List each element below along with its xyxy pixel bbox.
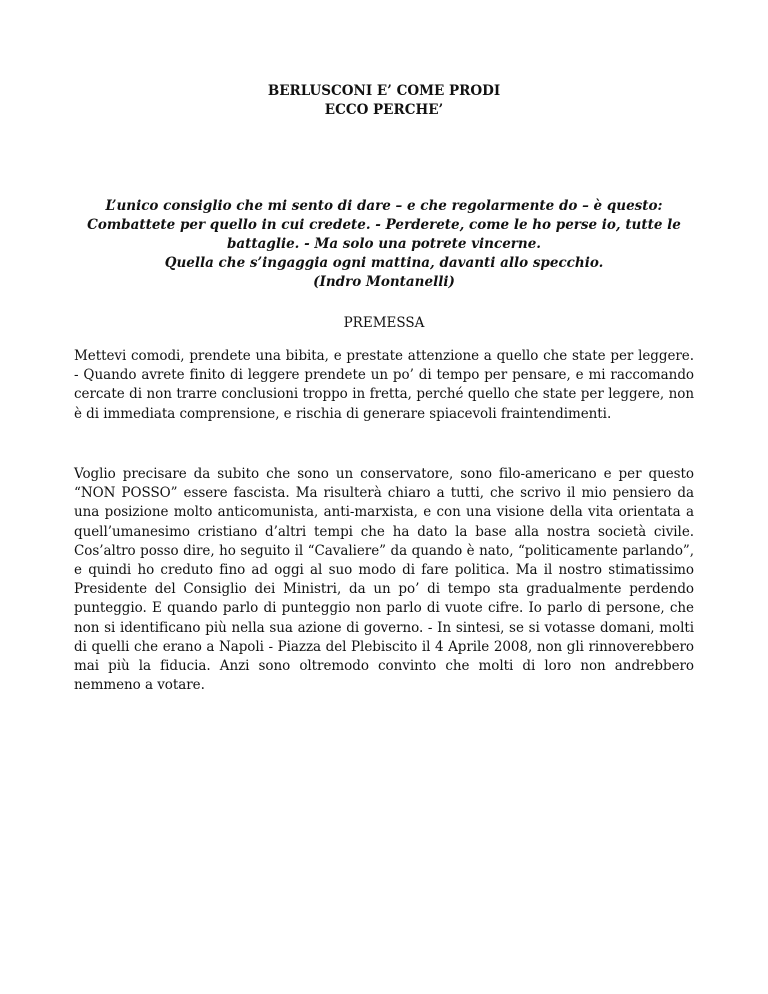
quote-line: Combattete per quello in cui credete. - Perderete, come le ho perse io, tutte le [87,217,681,233]
body-paragraph: Mettevi comodi, prendete una bibita, e prestate attenzione a quello che state per leggere. - Quando avrete finito di leggere prendete un po’ di tempo per pensare, e mi raccomando cercate di non trarre conclusioni troppo in fretta, perché quello che state per leggere, non è di immediata comprensione, e rischia di generare spiacevoli fraintendimenti. [74,348,694,422]
epigraph-quote [74,197,694,292]
quote-line: Quella che s’ingaggia ogni mattina, davanti allo specchio. [164,255,604,271]
body-paragraph: Voglio precisare da subito che sono un conservatore, sono filo-americano e per questo “NON POSSO” essere fascista. Ma risulterà chiaro a tutti, che scrivo il mio pensiero da una posizione molto anticomunista, anti-marxista, e con una visione della vita orientata a quell’umanesimo cristiano d’altri tempi che ha dato la base alla nostra società civile. Cos’altro posso dire, ho seguito il “Cavaliere” da quando è nato, “politicamente parlando”, e quindi ho creduto fino ad oggi al suo modo di fare politica. Ma il nostro stimatissimo Presidente del Consiglio dei Ministri, da un po’ di tempo sta gradualmente perdendo punteggio. E quando parlo di punteggio non parlo di vuote cifre. Io parlo di persone, che non si identificano più nella sua azione di governo. - In sintesi, se si votasse domani, molti di quelli che erano a Napoli - Piazza del Plebiscito il 4 Aprile 2008, non gli rinnoverebbero mai più la fiducia. Anzi sono oltremodo convinto che molti di loro non andrebbero nemmeno a votare. [74,466,694,694]
title-line-1: BERLUSCONI E’ COME PRODI [267,83,501,99]
quote-attribution: (Indro Montanelli) [313,274,455,290]
quote-line: battaglie. - Ma solo una potrete vincerne. [226,236,542,252]
title-line-2: ECCO PERCHE’ [324,102,444,118]
document-title [0,82,768,120]
section-heading: PREMESSA [343,315,425,331]
quote-line: L’unico consiglio che mi sento di dare – e che regolarmente do – è questo: [105,198,663,214]
